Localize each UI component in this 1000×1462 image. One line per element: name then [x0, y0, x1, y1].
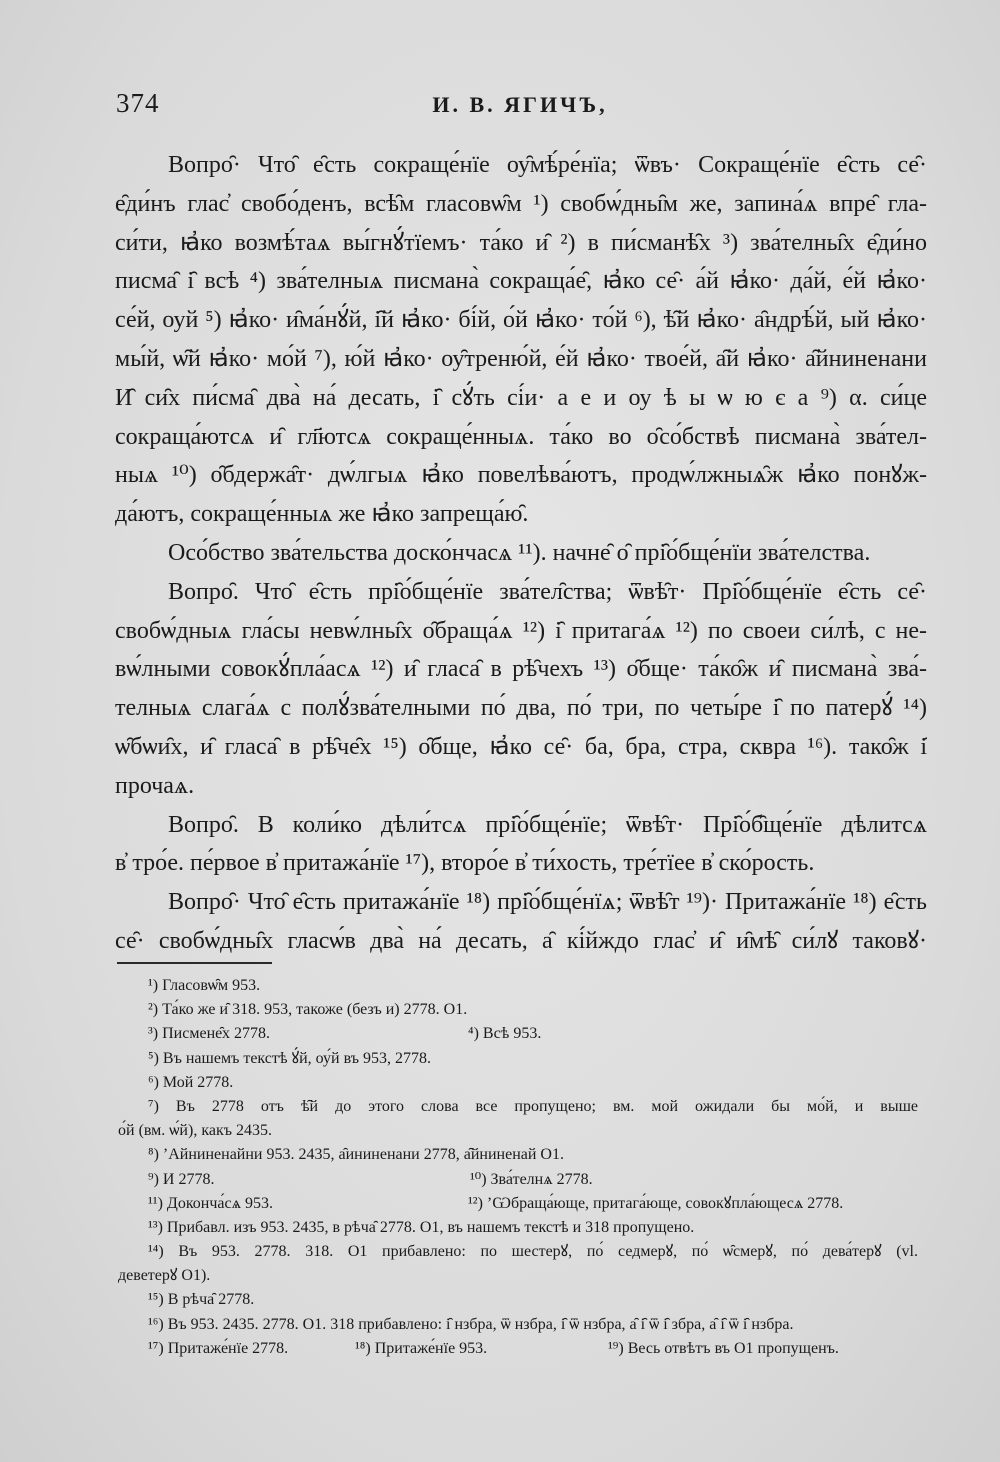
text-line: Вопро̑. В коли́ко дѣли́тсѧ прі̑о́бще́нїе; ѿвѣ̑т· Прі̑о́б̑ще́нїе дѣлитсѧ: [168, 811, 927, 838]
footnote-row-continuation: [118, 1119, 918, 1143]
footnotes: [118, 974, 918, 1361]
footnote: ¹⁴) Въ 953. 2778. 318. О1 прибавлено: по шестерꙋ, по́ седмерꙋ, по́ ѡ̑смерꙋ, по́ дева́терꙋ (vl.: [148, 1243, 918, 1261]
text-line: си́ти, ꙗ҆ко возмѣ́таѧ вы́гнꙋ́тїемъ· та́ко и̑ ²) в пи́сманѣ̑х ³) зва́телны̑х е̑ди́но: [115, 229, 927, 256]
footnote-row: [118, 974, 918, 998]
footnote-row: [118, 1071, 918, 1095]
footnote: ⁸) ʼАйниненайни 953. 2435, а̑ининенани 2778, а̑йниненай О1.: [148, 1146, 564, 1164]
text-line: телныѧ слага́ѧ с полꙋ́зва́телными по́ два, по́ три, по четы́ре і̑ по патерꙋ́ ¹⁴): [115, 695, 927, 722]
text-line: се̑· свобѡ́дны̑х гласѡ́в два̀ на́ десать, а̑ кі́йждо глас҆ и̑ и̑мѣ̑ си́лꙋ таковꙋ·: [115, 927, 927, 954]
footnote-row: [118, 1047, 918, 1071]
footnote: ¹⁶) Въ 953. 2435. 2778. О1. 318 прибавлено: і̑ нзбра, ѿ нзбра, і̑ ѿ нзбра, а̑ і̑ ѿ і̑ збра, а̑ і̑ ѿ і̑ нзбра.: [148, 1315, 794, 1333]
text-line: писма̑ і̑ всѣ ⁴) зва́телныѧ писмана̀ сокраща́е̑, ꙗ҆ко се̑· а́й ꙗ҆ко· да́й, е́й ꙗ҆ко·: [115, 268, 927, 295]
footnote-row: [118, 1313, 918, 1337]
footnote-row: [118, 1168, 918, 1192]
footnote: ¹⁰) Зва́телнѧ 2778.: [470, 1170, 593, 1188]
text-line: вѡ́лными совокꙋ́пла́асѧ ¹²) и̑ гласа̑ в рѣ̑чехъ ¹³) о̑бще· та́ко̑ж и̑ писмана̀ зва́-: [115, 656, 927, 683]
footnote-row: [118, 1240, 918, 1264]
text-line: мы́й, ѡ̑й ꙗ҆ко· мо́й ⁷), ю́й ꙗ҆ко· оу̑треню́й, е́й ꙗ҆ко· твое́й, а̑й ꙗ҆ко· а̑йниненани: [115, 345, 927, 372]
main-text: [115, 146, 927, 961]
text-line: И̑ си̑х пи́сма̑ два̀ на́ десать, і̑ сꙋ́ть сі́и· а е и оу ѣ ы ѡ ю є а ⁹) α. си́це: [115, 384, 927, 411]
text-line: Вопро̑· Что̑ е̑сть сокраще́нїе оу̑мѣ́ре́нїа; ѿвъ· Сокраще́нїе е̑сть се̑·: [168, 152, 927, 178]
footnote-row: [118, 1095, 918, 1119]
footnote-row: [118, 1143, 918, 1167]
footnote-row: [118, 1022, 918, 1046]
text-line: се́й, оуй ⁵) ꙗ҆ко· и̑ма́нꙋ́й, і̑й ꙗ҆ко· бі́й, о́й ꙗ҆ко· то́й ⁶), ѣ̑й ꙗ҆ко· а̑ндрѣ́й, ый ꙗ҆ко·: [115, 307, 927, 334]
text-line: свобѡ́дныѧ гла́сы невѡ́лны̑х о̑браща́ѧ ¹²) і̑ притага́ѧ ¹²) по своеи си́лѣ, с не-: [115, 617, 927, 644]
footnote: ¹⁵) В рѣча̑ 2778.: [148, 1291, 255, 1309]
footnote-row: [118, 1216, 918, 1240]
footnote: ⁷) Въ 2778 отъ ѣ̑й до этого слова все пропущено; вм. мой ожидали бы мо́й, и выше: [148, 1097, 918, 1115]
text-line: в҆ тро́е. пе́рвое в҆ притажа́нїе ¹⁷), второ́е в҆ ти́хость, тре́тїее в҆ ско́рость.: [115, 850, 815, 877]
footnote-row-continuation: [118, 1264, 918, 1288]
footnote: ¹³) Прибавл. изъ 953. 2435, в рѣча̑ 2778. О1, въ нашемъ текстѣ и 318 пропущено.: [148, 1218, 695, 1236]
text-line: е̑ди́нъ глас҆ свобо́денъ, всѣ̑м гласовѡ̑м ¹) свобѡ́дны̑м же, запина́ѧ впре̑ гла-: [115, 190, 927, 217]
footnote: ¹²) ʼѠбраща́юще, притага́юще, совокꙋпла́ющесѧ 2778.: [468, 1194, 844, 1212]
footnote-row: [118, 1337, 918, 1361]
text-line: да́ютъ, сокраще́нныѧ же ꙗ҆ко запреща́ю̑.: [115, 501, 529, 528]
text-line: Осо́бство зва́тельства доско́нчасѧ ¹¹). начне̑ о̑ прі̑о́бще́нїи зва́телства.: [168, 539, 871, 566]
footnote-row: [118, 998, 918, 1022]
text-line: Вопро̑. Что̑ е̑сть прі̑о́бще́нїе зва́тел̑ства; ѿвѣ̑т· Прі̑о́бще́нїе е̑сть се̑·: [168, 578, 927, 605]
footnote-divider: [117, 962, 272, 964]
footnote: ⁵) Въ нашемъ текстѣ ꙋ́й, оу́й въ 953, 2778.: [148, 1049, 432, 1067]
footnote: ¹) Гласовѡ̑м 953.: [148, 977, 261, 994]
footnote-row: [118, 1192, 918, 1216]
footnote: ¹⁸) Притаже́нїе 953.: [355, 1339, 488, 1357]
page-number: 374: [116, 88, 160, 118]
text-line: Вопро̑· Что̑ е̑сть притажа́нїе ¹⁸) прі̑о́бще́нїѧ; ѿвѣ̑т ¹⁹)· Притажа́нїе ¹⁸) е̑сть: [168, 889, 927, 916]
text-line: ѡ̑бѡи̑х, и̑ гласа̑ в рѣ̑че̑х ¹⁵) о̑бще, ꙗ҆ко се̑· ба, бра, стра, сквра ¹⁶). тако̑ж і̑: [115, 733, 927, 760]
footnote: ⁴) Всѣ 953.: [468, 1025, 542, 1043]
footnote: о́й (вм. ѡ́й), какъ 2435.: [118, 1122, 272, 1140]
footnote: ¹⁹) Весь отвѣтъ въ О1 пропущенъ.: [608, 1339, 839, 1357]
running-title: И. В. ЯГИЧЪ,: [432, 92, 608, 117]
footnote: ¹⁷) Притаже́нїе 2778.: [148, 1339, 289, 1357]
footnote: деветерꙋ О1).: [118, 1267, 211, 1285]
text-line: сокраща́ютсѧ и̑ гл҃ютсѧ сокраще́нныѧ. та́ко во о̑со́бствѣ писмана̀ зва́тел-: [115, 423, 927, 450]
footnote: ¹¹) Доконча́сѧ 953.: [148, 1194, 274, 1212]
footnote: ²) Та́ко же и̑ 318. 953, такоже (безъ и) 2778. О1.: [148, 1001, 468, 1019]
footnote: ⁹) И 2778.: [148, 1170, 215, 1188]
footnote: ³) Писмене̑х 2778.: [148, 1025, 271, 1043]
text-line: прочаѧ.: [115, 772, 195, 799]
text-line: ныѧ ¹⁰) о̑бдержа̑т· дѡ́лгыѧ ꙗ҆ко повелѣва́ютъ, продѡ́лжныѧ̑ж ꙗ҆ко понꙋж-: [115, 462, 927, 489]
footnote: ⁶) Мой 2778.: [148, 1073, 234, 1091]
footnote-row: [118, 1288, 918, 1312]
